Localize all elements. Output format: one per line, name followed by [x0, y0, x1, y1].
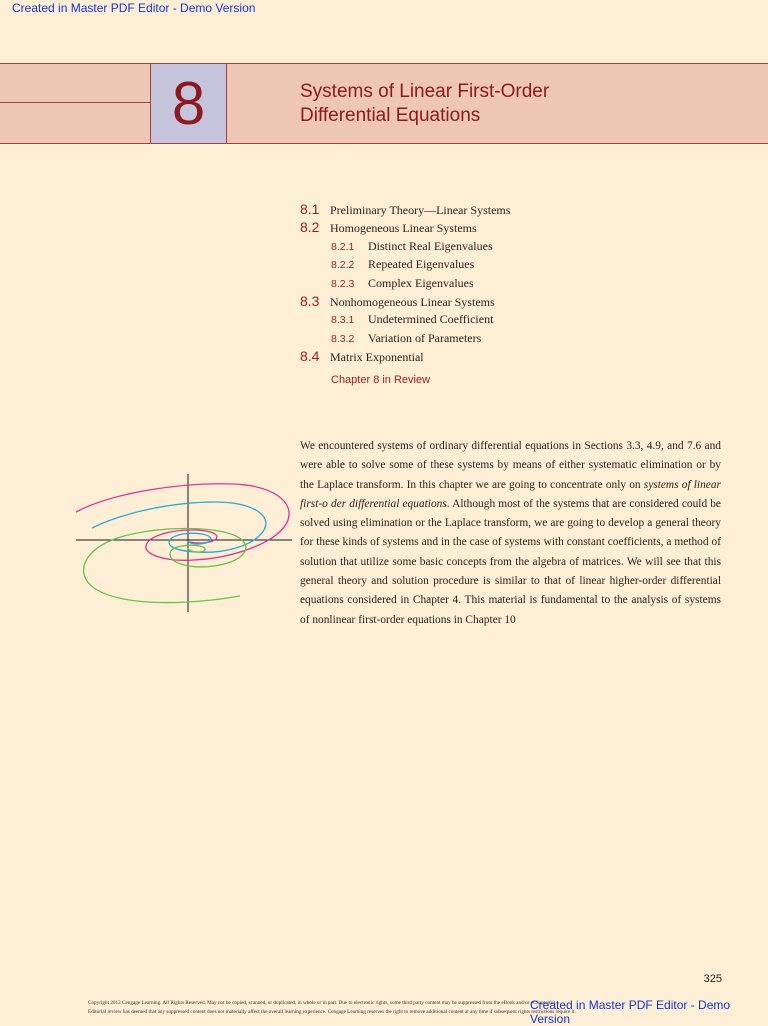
toc-number: 8.2.2 [331, 259, 355, 272]
page-number: 325 [703, 973, 722, 985]
chapter-title [300, 80, 549, 128]
copyright-line1: Copyright 2012 Cengage Learning. All Rights Reserved. May not be copied, scanned, or duplicated, in whole or in part. Due to electronic rights, some third party content may be suppressed from the eBook and/or eChapter(s). [88, 1000, 557, 1006]
toc-title: Complex Eigenvalues [368, 275, 474, 290]
toc-item-8-3-2[interactable] [300, 329, 740, 347]
toc-number: 8.2.1 [331, 240, 355, 253]
toc-item-8-4[interactable] [300, 347, 740, 365]
chapter-title-line1: Systems of Linear First-Order [300, 81, 550, 102]
spiral-figure [74, 472, 296, 614]
toc-number: 8.2.3 [331, 277, 355, 290]
toc-title: Matrix Exponential [330, 350, 424, 365]
toc-title: Preliminary Theory—Linear Systems [330, 203, 511, 217]
intro-paragraph [300, 437, 721, 630]
toc-item-8-2[interactable] [300, 218, 740, 236]
chapter-number: 8 [150, 63, 227, 144]
spiral-cyan [92, 502, 266, 552]
banner-rule [0, 102, 150, 103]
toc-title: Undetermined Coefficient [368, 312, 494, 327]
toc-title: Nonhomogeneous Linear Systems [330, 294, 495, 309]
toc-number: 8.1 [300, 201, 320, 217]
copyright-line2: Editorial review has deemed that any suppressed content does not materially affect the overall learning experience. Cengage Learning reserves the right to remove additional content at any time if subsequent rights restrictions require it. [88, 1009, 576, 1015]
toc-number: 8.3 [300, 292, 320, 309]
toc-title: Homogeneous Linear Systems [330, 221, 477, 236]
chapter-review-link[interactable]: Chapter 8 in Review [331, 373, 431, 386]
toc-item-8-3-1[interactable] [300, 310, 740, 328]
toc-number: 8.4 [300, 348, 320, 365]
toc-item-8-3[interactable] [300, 292, 740, 310]
toc-item-8-2-2[interactable] [300, 255, 740, 273]
intro-text-part1: We encountered systems of ordinary differential equations in Sections 3.3, 4.9, and 7.6 and were able to solve some of these systems by means of either systematic elimination or by the Laplace transform. In this chapter we are going to concentrate only on [300, 440, 721, 491]
toc-item-8-1[interactable] [300, 200, 740, 218]
toc-title: Distinct Real Eigenvalues [368, 238, 493, 253]
watermark-top: Created in Master PDF Editor - Demo Version [12, 1, 256, 15]
toc-item-8-2-1[interactable] [300, 237, 740, 255]
toc-title: Variation of Parameters [368, 330, 482, 345]
toc-number: 8.3.1 [331, 314, 355, 327]
intro-text-part2: . Although most of the systems that are considered could be solved using elimination or the Laplace transform, we are going to develop a general theory for these kinds of systems and in the case of systems with constant coefficients, a method of solution that utilize some basic concepts from the algebra of matrices. We will see that this general theory and solution procedure is similar to that of linear higher-order differential equations considered in Chapter 4. This material is fundamental to the analysis of systems of nonlinear first-order equations in Chapter 10 [300, 497, 721, 626]
watermark-bottom: Created in Master PDF Editor - Demo Version [530, 998, 731, 1026]
intro-emphasis: systems of linear first-o der differential equations [300, 478, 721, 510]
toc-number: 8.3.2 [331, 332, 355, 345]
toc-item-8-2-3[interactable] [300, 274, 740, 292]
toc-title: Repeated Eigenvalues [368, 257, 475, 272]
chapter-banner [0, 63, 768, 144]
chapter-title-line2: Differential Equations [300, 105, 481, 126]
toc-number: 8.2 [300, 219, 320, 236]
spiral-magenta [76, 484, 289, 561]
table-of-contents [300, 200, 740, 386]
